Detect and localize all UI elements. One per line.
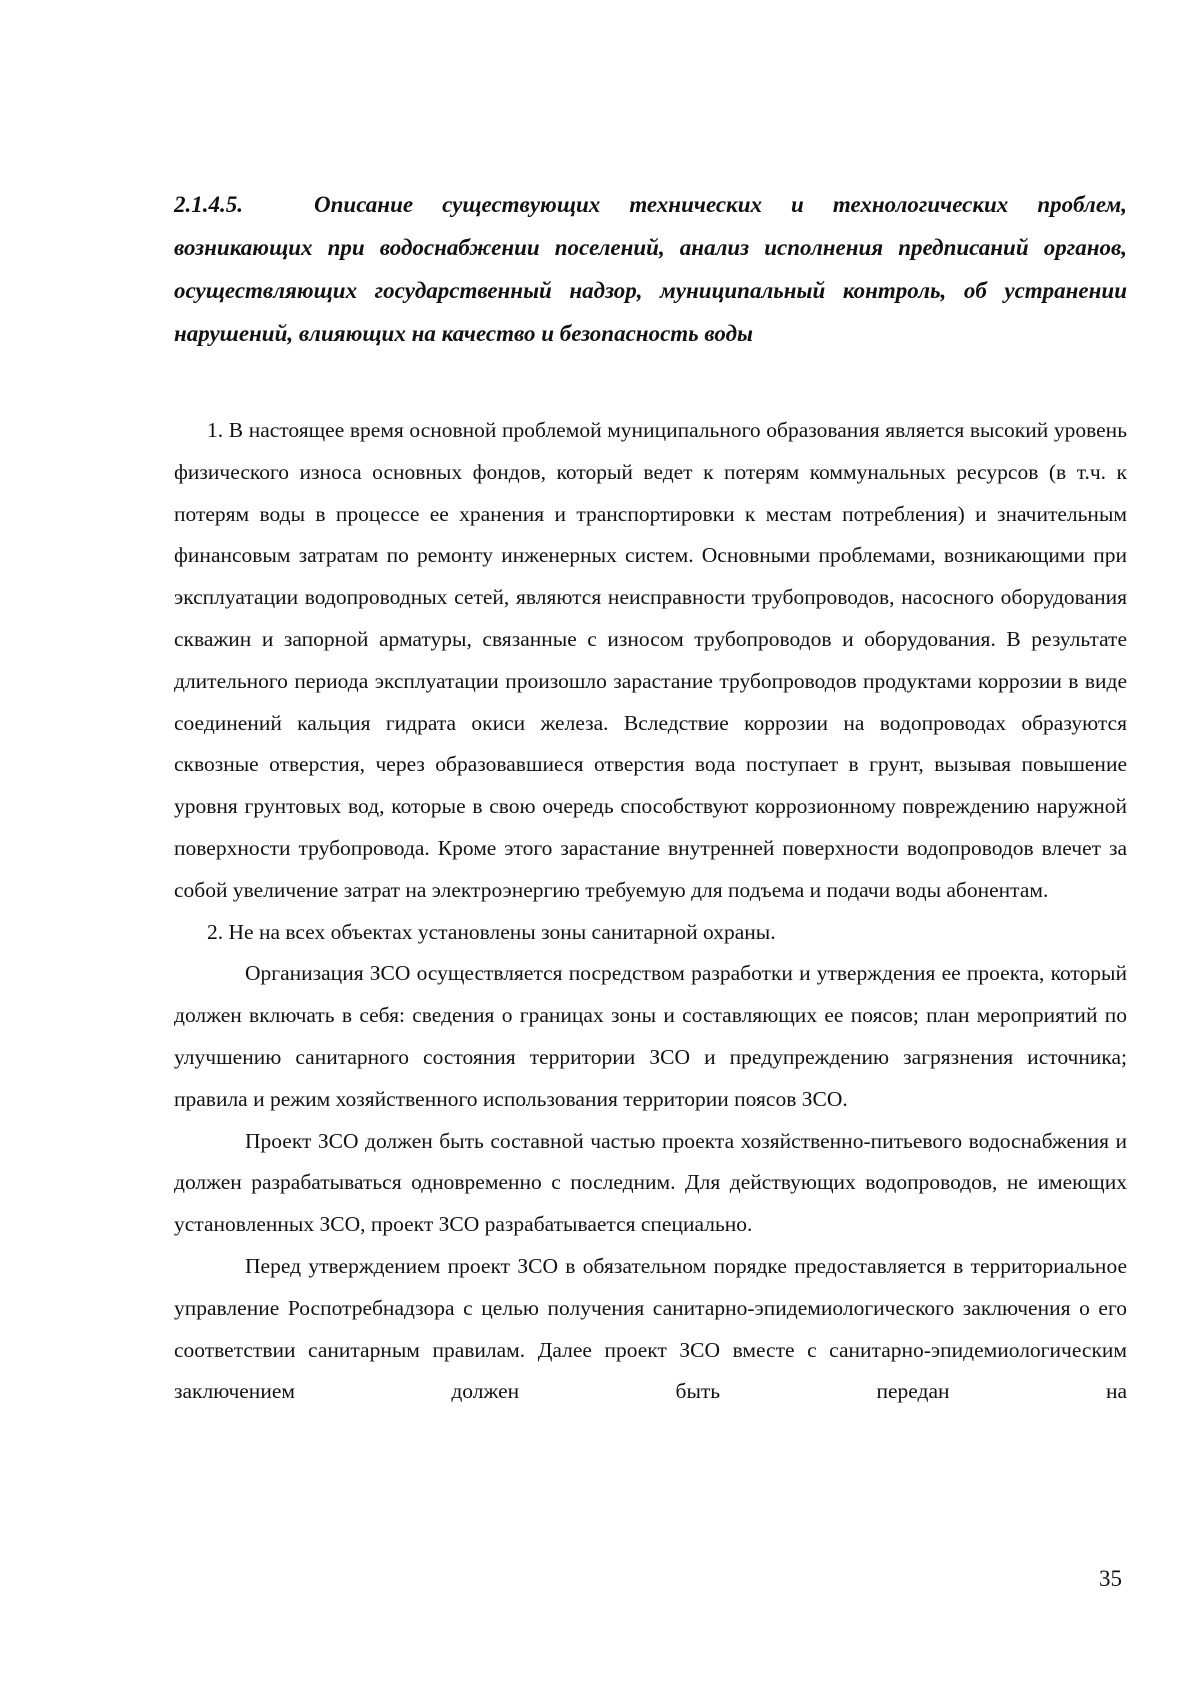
paragraph-zso-approval: Перед утверждением проект ЗСО в обязательном порядке предоставляется в территориальное управление Роспотребнадзора с целью получения санитарно-эпидемиологического заключения о его соответствии санитарным правилам. Далее проект ЗСО вместе с санитарно-эпидемиологическим заключением должен быть передан на	[174, 1253, 1127, 1404]
paragraph-item-2: 2. Не на всех объектах установлены зоны санитарной охраны.	[207, 919, 776, 944]
paragraph-item-1: 1. В настоящее время основной проблемой муниципального образования является высокий уровень физического износа основных фондов, который ведет к потерям коммунальных ресурсов (в т.ч. к потерям воды в процессе ее хранения и транспортировки к местам потребления) и значительным финансовым затратам по ремонту инженерных систем. Основными проблемами, возникающими при эксплуатации водопроводных сетей, являются неисправности трубопроводов, насосного оборудования скважин и запорной арматуры, связанные с износом трубопроводов и оборудования. В результате длительного периода эксплуатации произошло зарастание трубопроводов продуктами коррозии в виде соединений кальция гидрата окиси железа. Вследствие коррозии на водопроводах образуются сквозные отверстия, через образовавшиеся отверстия вода поступает в грунт, вызывая повышение уровня грунтовых вод, которые в свою очередь способствуют коррозионному повреждению наружной поверхности трубопровода. Кроме этого зарастание внутренней поверхности водопроводов влечет за собой увеличение затрат на электроэнергию требуемую для подъема и подачи воды абонентам.	[174, 418, 1127, 902]
page-number: 35	[1099, 1566, 1122, 1591]
paragraph-zso-organization: Организация ЗСО осуществляется посредством разработки и утверждения ее проекта, который должен включать в себя: сведения о границах зоны и составляющих ее поясов; план мероприятий по улучшению санитарного состояния территории ЗСО и предупреждению загрязнения источника; правила и режим хозяйственного использования территории поясов ЗСО.	[174, 961, 1127, 1111]
page-content	[174, 183, 1127, 1413]
section-number: 2.1.4.5.	[174, 192, 243, 217]
section-heading	[174, 183, 1127, 355]
section-title: Описание существующих технических и технологических проблем, возникающих при водоснабжении поселений, анализ исполнения предписаний органов, осуществляющих государственный надзор, муниципальный контроль, об устранении нарушений, влияющих на качество и безопасность воды	[174, 192, 1127, 346]
paragraph-zso-project: Проект ЗСО должен быть составной частью проекта хозяйственно-питьевого водоснабжения и должен разрабатываться одновременно с последним. Для действующих водопроводов, не имеющих установленных ЗСО, проект ЗСО разрабатывается специально.	[174, 1128, 1127, 1237]
